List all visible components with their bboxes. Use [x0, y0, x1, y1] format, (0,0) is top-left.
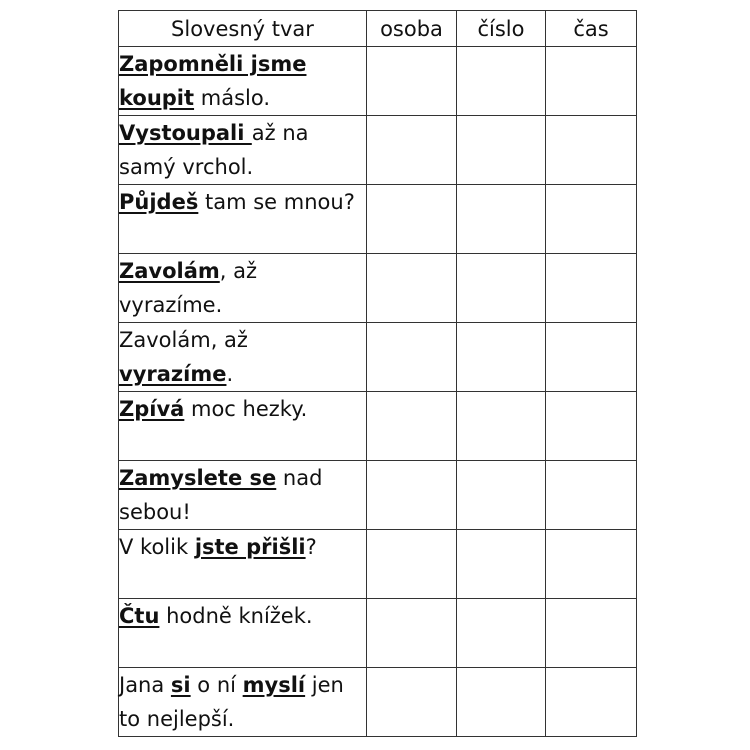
- table-row: [119, 116, 637, 185]
- verb-form-highlight: Zapomněli jsme: [119, 52, 307, 76]
- answer-cell-cislo[interactable]: [457, 530, 546, 599]
- verb-sentence-cell: [119, 254, 367, 323]
- answer-cell-cislo[interactable]: [457, 185, 546, 254]
- verb-form-table: [118, 10, 637, 737]
- answer-cell-cas[interactable]: [546, 461, 637, 530]
- verb-sentence-cell: [119, 47, 367, 116]
- sentence-text: ?: [305, 535, 317, 559]
- answer-cell-cas[interactable]: [546, 668, 637, 737]
- table-row: [119, 185, 637, 254]
- header-cislo: číslo: [457, 11, 546, 47]
- table-body: [119, 47, 637, 737]
- verb-sentence-cell: [119, 323, 367, 392]
- table-row: [119, 47, 637, 116]
- answer-cell-cas[interactable]: [546, 185, 637, 254]
- answer-cell-osoba[interactable]: [367, 599, 457, 668]
- answer-cell-osoba[interactable]: [367, 461, 457, 530]
- verb-form-highlight: myslí: [242, 673, 306, 697]
- verb-sentence-cell: [119, 116, 367, 185]
- answer-cell-cas[interactable]: [546, 599, 637, 668]
- header-cas: čas: [546, 11, 637, 47]
- verb-sentence-cell: [119, 599, 367, 668]
- sentence-text: tam se mnou?: [198, 190, 355, 214]
- answer-cell-cislo[interactable]: [457, 254, 546, 323]
- answer-cell-osoba[interactable]: [367, 530, 457, 599]
- verb-form-highlight: Zpívá: [119, 397, 185, 421]
- table-row: [119, 599, 637, 668]
- verb-form-highlight: si: [170, 673, 191, 697]
- sentence-text: o ní: [190, 673, 243, 697]
- sentence-text: .: [226, 362, 234, 386]
- answer-cell-osoba[interactable]: [367, 47, 457, 116]
- table-row: [119, 254, 637, 323]
- verb-form-highlight: koupit: [119, 86, 195, 110]
- answer-cell-cas[interactable]: [546, 116, 637, 185]
- sentence-text: Zavolám, až: [119, 328, 248, 352]
- table-row: [119, 461, 637, 530]
- verb-form-highlight: Vystoupali: [119, 121, 252, 145]
- verb-form-highlight: Čtu: [119, 604, 160, 628]
- verb-form-highlight: jste přišli: [194, 535, 306, 559]
- answer-cell-cislo[interactable]: [457, 116, 546, 185]
- answer-cell-osoba[interactable]: [367, 185, 457, 254]
- answer-cell-cas[interactable]: [546, 392, 637, 461]
- answer-cell-cislo[interactable]: [457, 668, 546, 737]
- answer-cell-osoba[interactable]: [367, 116, 457, 185]
- sentence-text: nad sebou!: [119, 466, 323, 524]
- sentence-text: hodně knížek.: [159, 604, 313, 628]
- header-osoba: osoba: [367, 11, 457, 47]
- table-row: [119, 668, 637, 737]
- verb-sentence-cell: [119, 185, 367, 254]
- table-row: [119, 392, 637, 461]
- sentence-text: až na samý vrchol.: [119, 121, 309, 179]
- verb-form-highlight: Zamyslete se: [119, 466, 277, 490]
- verb-form-highlight: Půjdeš: [119, 190, 199, 214]
- sentence-text: máslo.: [194, 86, 270, 110]
- table-header-row: [119, 11, 637, 47]
- answer-cell-cas[interactable]: [546, 47, 637, 116]
- answer-cell-osoba[interactable]: [367, 392, 457, 461]
- header-verb-form: Slovesný tvar: [119, 11, 367, 47]
- verb-sentence-cell: [119, 392, 367, 461]
- answer-cell-cislo[interactable]: [457, 323, 546, 392]
- sentence-text: jen to nejlepší.: [119, 673, 344, 731]
- answer-cell-osoba[interactable]: [367, 254, 457, 323]
- sentence-text: Jana: [119, 673, 171, 697]
- verb-sentence-cell: [119, 461, 367, 530]
- verb-form-highlight: vyrazíme: [119, 362, 227, 386]
- answer-cell-cislo[interactable]: [457, 47, 546, 116]
- answer-cell-osoba[interactable]: [367, 668, 457, 737]
- answer-cell-cas[interactable]: [546, 254, 637, 323]
- answer-cell-cislo[interactable]: [457, 392, 546, 461]
- verb-sentence-cell: [119, 668, 367, 737]
- answer-cell-cislo[interactable]: [457, 599, 546, 668]
- table-row: [119, 323, 637, 392]
- answer-cell-cas[interactable]: [546, 323, 637, 392]
- verb-sentence-cell: [119, 530, 367, 599]
- sentence-text: , až vyrazíme.: [119, 259, 258, 317]
- verb-form-highlight: Zavolám: [119, 259, 220, 283]
- answer-cell-cas[interactable]: [546, 530, 637, 599]
- sentence-text: V kolik: [119, 535, 195, 559]
- table-row: [119, 530, 637, 599]
- sentence-text: moc hezky.: [184, 397, 308, 421]
- answer-cell-cislo[interactable]: [457, 461, 546, 530]
- answer-cell-osoba[interactable]: [367, 323, 457, 392]
